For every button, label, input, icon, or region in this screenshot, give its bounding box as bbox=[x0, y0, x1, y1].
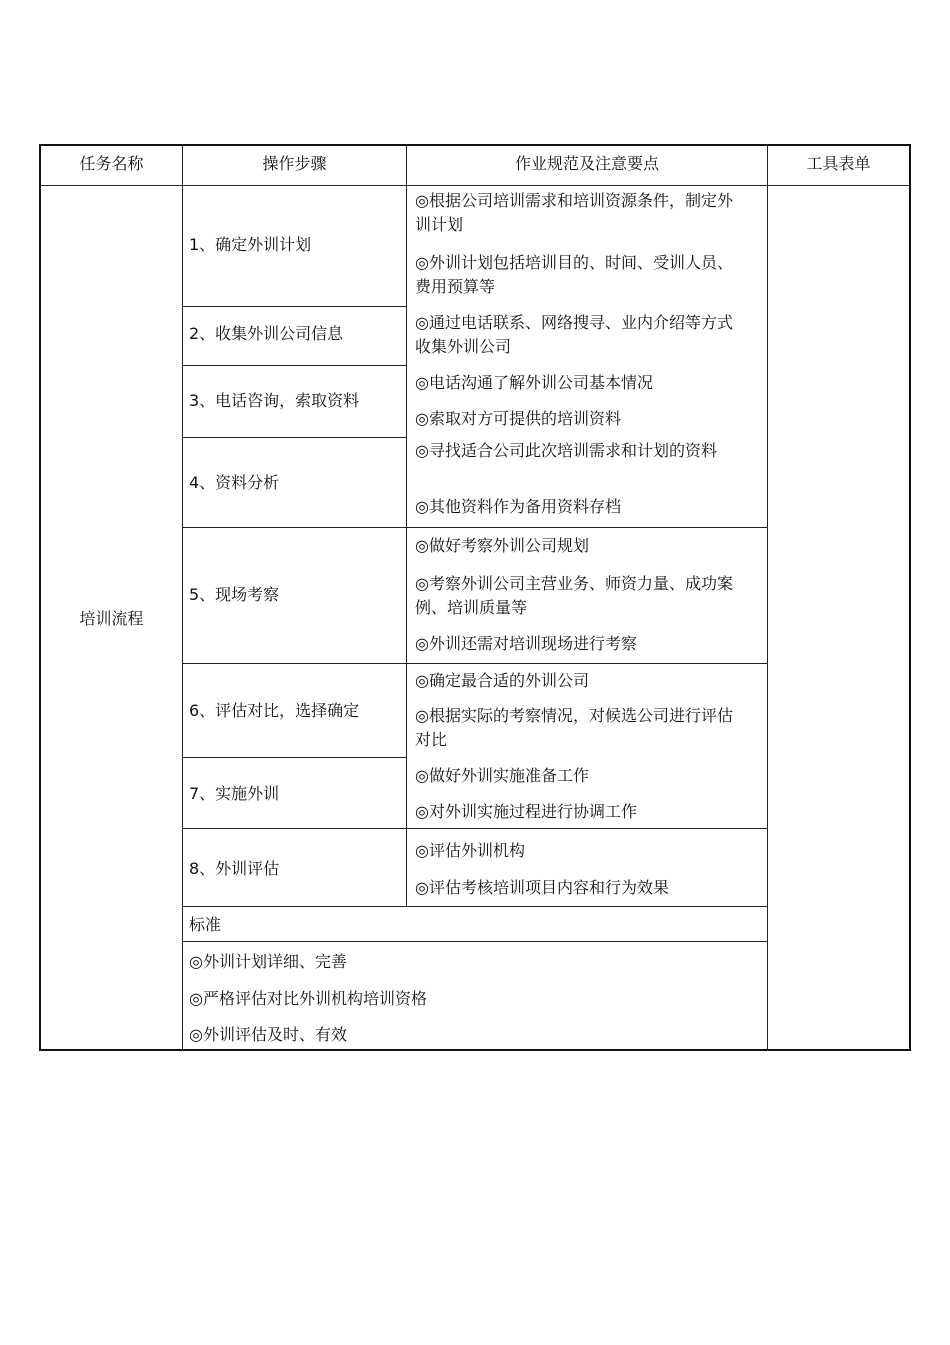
note-item: ◎寻找适合公司此次培训需求和计划的资料 bbox=[415, 441, 717, 460]
note-item: ◎考察外训公司主营业务、师资力量、成功案例、培训质量等 bbox=[415, 574, 733, 617]
task-name-cell: 培训流程 bbox=[79, 609, 144, 628]
standard-item: ◎外训计划详细、完善 bbox=[189, 952, 347, 971]
step-4: 4、资料分析 bbox=[189, 473, 280, 492]
note-item: ◎做好外训实施准备工作 bbox=[415, 766, 589, 785]
note-item: ◎电话沟通了解外训公司基本情况 bbox=[415, 373, 653, 392]
note-item: ◎外训计划包括培训目的、时间、受训人员、费用预算等 bbox=[415, 253, 733, 296]
note-item: ◎评估外训机构 bbox=[415, 841, 525, 860]
step-divider bbox=[182, 306, 406, 307]
standard-item: ◎严格评估对比外训机构培训资格 bbox=[189, 989, 427, 1008]
step-8: 8、外训评估 bbox=[189, 859, 280, 878]
header-divider bbox=[39, 185, 911, 186]
step-5: 5、现场考察 bbox=[189, 585, 280, 604]
step-2: 2、收集外训公司信息 bbox=[189, 324, 344, 343]
step-divider bbox=[182, 527, 767, 528]
step-divider bbox=[182, 663, 767, 664]
step-3: 3、电话咨询，索取资料 bbox=[189, 391, 360, 410]
col-divider-2 bbox=[406, 144, 407, 906]
header-notes: 作业规范及注意要点 bbox=[514, 154, 659, 173]
step-divider bbox=[182, 365, 406, 366]
standard-divider bbox=[182, 941, 767, 942]
step-divider bbox=[182, 437, 406, 438]
standard-title: 标准 bbox=[189, 915, 222, 934]
step-1: 1、确定外训计划 bbox=[189, 235, 312, 254]
table-border-left bbox=[39, 144, 41, 1051]
note-item: ◎外训还需对培训现场进行考察 bbox=[415, 634, 637, 653]
col-divider-3 bbox=[767, 144, 768, 1051]
note-item: ◎通过电话联系、网络搜寻、业内介绍等方式收集外训公司 bbox=[415, 313, 733, 356]
note-item: ◎评估考核培训项目内容和行为效果 bbox=[415, 878, 669, 897]
standard-divider bbox=[182, 906, 767, 907]
table-border-right bbox=[909, 144, 911, 1051]
note-item: ◎根据公司培训需求和培训资源条件，制定外训计划 bbox=[415, 191, 733, 234]
note-item: ◎做好考察外训公司规划 bbox=[415, 536, 589, 555]
note-item: ◎根据实际的考察情况，对候选公司进行评估对比 bbox=[415, 706, 733, 749]
header-tools: 工具表单 bbox=[806, 154, 871, 173]
step-6: 6、评估对比，选择确定 bbox=[189, 701, 360, 720]
header-task-name: 任务名称 bbox=[79, 154, 144, 173]
standard-item: ◎外训评估及时、有效 bbox=[189, 1025, 347, 1044]
table-border-bottom bbox=[39, 1049, 911, 1051]
note-item: ◎索取对方可提供的培训资料 bbox=[415, 409, 621, 428]
step-divider bbox=[182, 828, 767, 829]
step-7: 7、实施外训 bbox=[189, 784, 280, 803]
note-item: ◎对外训实施过程进行协调工作 bbox=[415, 802, 637, 821]
step-divider bbox=[182, 757, 406, 758]
note-item: ◎其他资料作为备用资料存档 bbox=[415, 497, 621, 516]
col-divider-1 bbox=[182, 144, 183, 1051]
note-item: ◎确定最合适的外训公司 bbox=[415, 671, 589, 690]
header-steps: 操作步骤 bbox=[262, 154, 327, 173]
table-border-top bbox=[39, 144, 911, 146]
